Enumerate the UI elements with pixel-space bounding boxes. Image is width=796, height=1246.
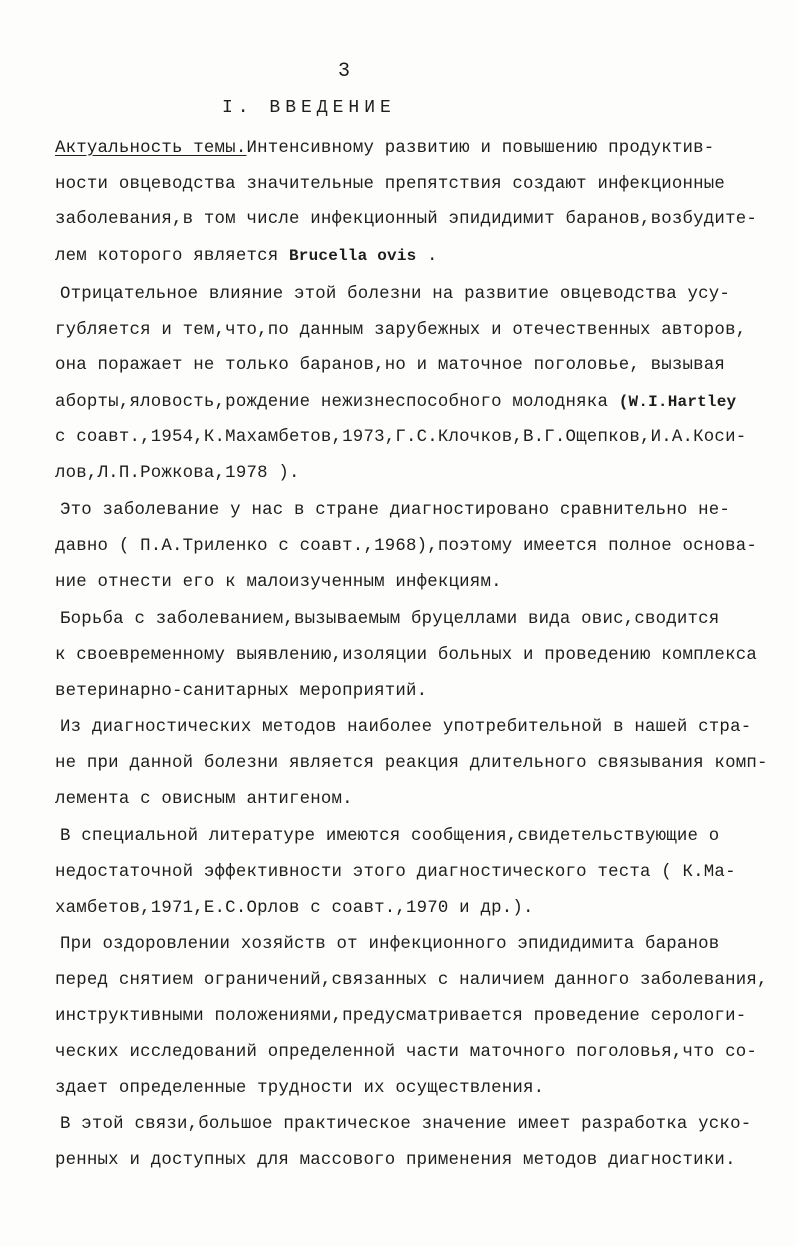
text-line: ности овцеводства значительные препятствия создают инфекционные	[55, 175, 726, 194]
text-line: лемента с овисным антигеном.	[55, 790, 353, 809]
text-line	[55, 391, 736, 414]
text-line: ческих исследований определенной части маточного поголовья,что со-	[55, 1043, 757, 1062]
text-line	[55, 245, 438, 268]
text-line: ветеринарно-санитарных мероприятий.	[55, 682, 428, 701]
text-line: хамбетов,1971,Е.С.Орлов с соавт.,1970 и др.).	[55, 899, 534, 918]
text-line: ренных и доступных для массового применения методов диагностики.	[55, 1151, 736, 1170]
page-number: 3	[338, 60, 351, 83]
text-span: лем которого является	[55, 247, 289, 266]
text-line: с соавт.,1954,К.Махамбетов,1973,Г.С.Клочков,В.Г.Ощепков,И.А.Коси-	[55, 428, 747, 447]
text-line: В этой связи,большое практическое значение имеет разработка уско-	[60, 1115, 752, 1134]
latin-term: Brucella ovis	[289, 247, 417, 265]
text-span: Интенсивному развитию и повышению продуктив-	[246, 139, 715, 158]
text-line: Из диагностических методов наиболее употребительной в нашей стра-	[60, 718, 752, 737]
text-line: заболевания,в том числе инфекционный эпидидимит баранов,возбудите-	[55, 210, 757, 229]
section-heading: I. ВВЕДЕНИЕ	[222, 98, 396, 118]
text-line: Борьба с заболеванием,вызываемым бруцеллами вида овис,сводится	[60, 610, 720, 629]
topic-label: Актуальность темы.	[55, 139, 247, 158]
text-line: В специальной литературе имеются сообщения,свидетельствующие о	[60, 827, 720, 846]
latin-term: (W.I.Hartley	[618, 393, 737, 411]
text-line: инструктивными положениями,предусматривается проведение серологи-	[55, 1007, 747, 1026]
text-line: здает определенные трудности их осуществления.	[55, 1079, 545, 1098]
text-line: недостаточной эффективности этого диагностического теста ( К.Ма-	[55, 863, 736, 882]
text-line: перед снятием ограничений,связанных с наличием данного заболевания,	[55, 971, 768, 990]
text-line: не при данной болезни является реакция длительного связывания комп-	[55, 754, 768, 773]
text-line: к своевременному выявлению,изоляции больных и проведению комплекса	[55, 646, 757, 665]
text-span: аборты,яловость,рождение нежизнеспособного молодняка	[55, 393, 619, 412]
text-line: ние отнести его к малоизученным инфекциям.	[55, 573, 502, 592]
text-line: лов,Л.П.Рожкова,1978 ).	[55, 464, 300, 483]
text-line: Это заболевание у нас в стране диагностировано сравнительно не-	[60, 501, 731, 520]
text-line: она поражает не только баранов,но и маточное поголовье, вызывая	[55, 356, 726, 375]
text-line	[55, 138, 714, 160]
text-line: Отрицательное влияние этой болезни на развитие овцеводства усу-	[60, 285, 731, 304]
text-line: При оздоровлении хозяйств от инфекционного эпидидимита баранов	[60, 935, 720, 954]
text-line: давно ( П.А.Триленко с соавт.,1968),поэтому имеется полное основа-	[55, 537, 757, 556]
text-line: губляется и тем,что,по данным зарубежных и отечественных авторов,	[55, 321, 747, 340]
text-span: .	[416, 247, 438, 266]
